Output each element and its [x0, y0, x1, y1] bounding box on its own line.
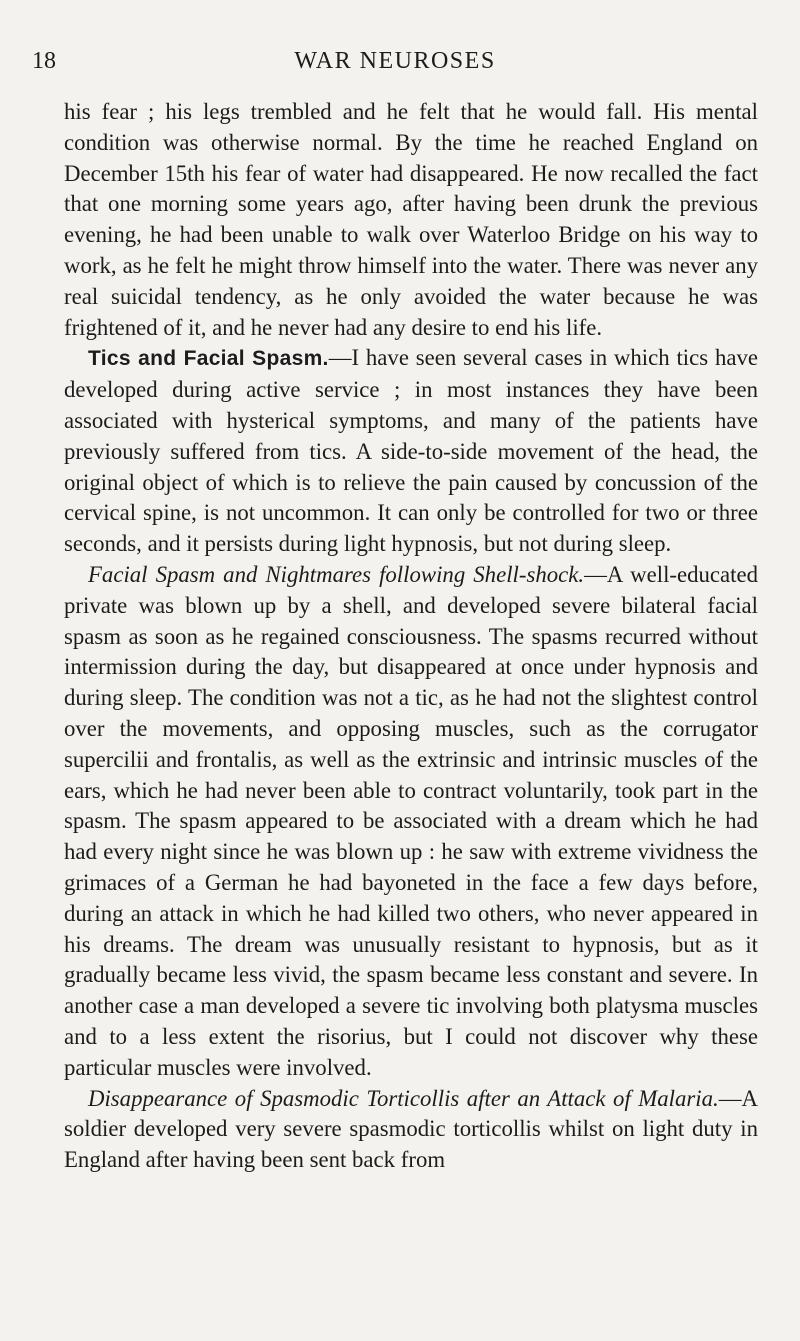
case-heading-torticollis: Disappearance of Spasmodic Torticollis after an Attack of Malaria.: [88, 1085, 719, 1111]
page-header: [32, 48, 758, 80]
paragraph-facial-spasm-body: —A well-educated private was blown up by a shell, and developed severe bilateral facial spasm as soon as he regained consciousness. The spasms recurred without intermission during the day, but disappeared at once under hypnosis and during sleep. The condition was not a tic, as he had not the slightest control over the movements, and opposing muscles, such as the corrugator supercilii and frontalis, as well as the extrinsic and intrinsic muscles of the ears, which he had never been able to contract voluntarily, took part in the spasm. The spasm appeared to be associated with a dream which he had had every night since he was blown up : he saw with extreme vividness the grimaces of a German he had bayoneted in the face a few days before, during an attack in which he had killed two others, who never appeared in his dreams. The dream was unusually resistant to hypnosis, but as it gradually became less vivid, the spasm became less constant and severe. In another case a man developed a severe tic involving both platysma muscles and to a less extent the risorius, but I could not discover why these particular muscles were involved.: [64, 561, 758, 1080]
paragraph-facial-spasm: [64, 560, 758, 1084]
paragraph-tics: [64, 343, 758, 560]
paragraph-torticollis: [64, 1084, 758, 1176]
running-title: WAR NEUROSES: [294, 48, 496, 74]
section-heading-tics: Tics and Facial Spasm.: [88, 347, 329, 371]
paragraph-tics-body: —I have seen several cases in which tics have developed during active service ; in most instances they have been associated with hysterical symptoms, and many of the patients have previously suffered from tics. A side-to-side movement of the head, the original object of which is to relieve the pain caused by concussion of the cervical spine, is not uncommon. It can only be controlled for two or three seconds, and it persists during light hypnosis, but not during sleep.: [64, 345, 758, 557]
body-text: [64, 97, 758, 1176]
page-number: 18: [32, 48, 56, 74]
paragraph-continued: his fear ; his legs trembled and he felt that he would fall. His mental condition was otherwise normal. By the time he reached England on December 15th his fear of water had disappeared. He now recalled the fact that one morning some years ago, after having been drunk the previous evening, he had been unable to walk over Waterloo Bridge on his way to work, as he felt he might throw himself into the water. There was never any real suicidal tendency, as he only avoided the water because he was frightened of it, and he never had any desire to end his life.: [64, 99, 758, 340]
case-heading-facial-spasm: Facial Spasm and Nightmares following Shell-shock.: [88, 561, 585, 587]
paragraph-torticollis-body: —A soldier developed very severe spasmodic torticollis whilst on light duty in England after having been sent back from: [64, 1085, 758, 1173]
